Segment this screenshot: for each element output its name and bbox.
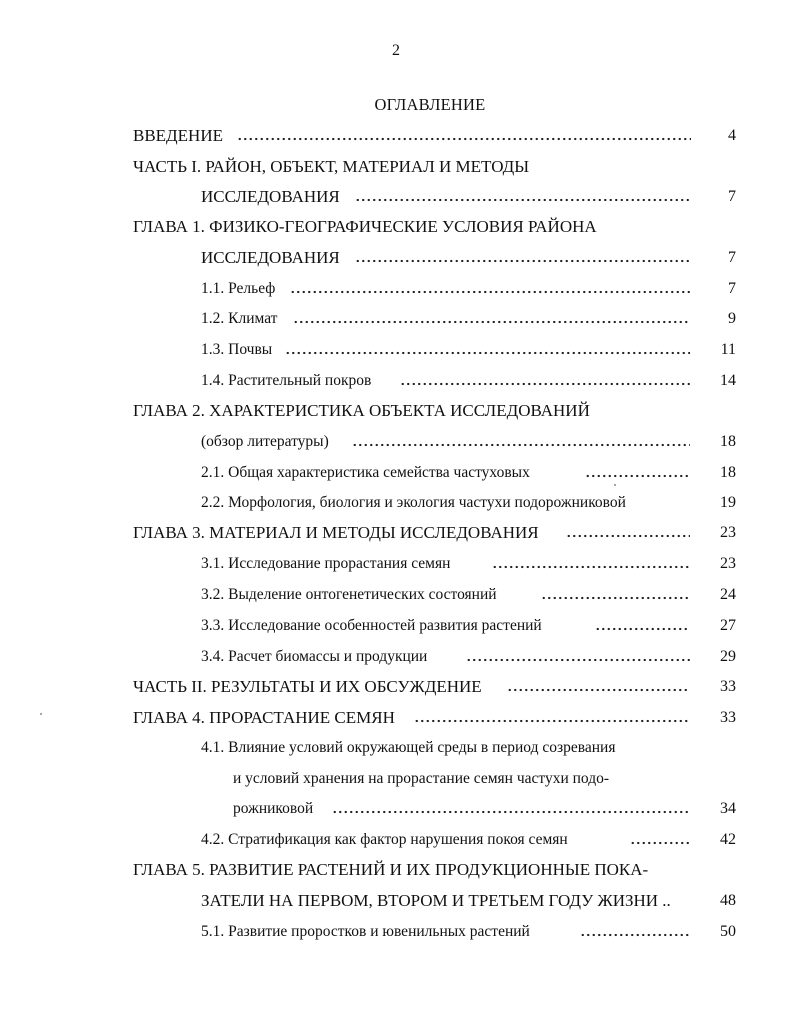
toc-entry-text: ИССЛЕДОВАНИЯ <box>201 187 340 206</box>
leader-dots <box>585 471 690 481</box>
toc-entry-text: 1.3. Почвы <box>201 341 273 358</box>
leader-dots <box>332 807 690 817</box>
toc-entry-text: ЧАСТЬ I. РАЙОН, ОБЪЕКТ, МАТЕРИАЛ И МЕТОДЫ <box>133 157 530 176</box>
toc-entry-text: 3.4. Расчет биомассы и продукции <box>201 648 428 665</box>
toc-entry <box>0 461 792 487</box>
scan-speck <box>40 713 42 715</box>
scan-speck <box>614 484 616 486</box>
toc-entry-text: 3.3. Исследование особенностей развития растений <box>201 617 542 634</box>
leader-dots <box>566 531 690 541</box>
toc-entry-text: 4.2. Стратификация как фактор нарушения покоя семян <box>201 831 568 848</box>
toc-entry-page: 18 <box>720 464 736 481</box>
toc-entry <box>0 583 792 609</box>
leader-dots <box>400 379 690 389</box>
toc-entry-text: 4.1. Влияние условий окружающей среды в период созревания <box>201 739 616 756</box>
toc-entry <box>0 675 792 701</box>
toc-entry-page: 23 <box>720 524 736 541</box>
leader-dots <box>290 287 690 297</box>
leader-dots <box>414 716 690 726</box>
toc-entry <box>0 246 792 272</box>
leader-dots <box>355 256 690 266</box>
toc-entry <box>0 552 792 578</box>
toc-entry-text: и условий хранения на прорастание семян частухи подо- <box>233 770 610 787</box>
toc-entry <box>0 430 792 456</box>
toc-entry <box>0 338 792 364</box>
toc-entry <box>0 185 792 211</box>
toc-entry-text: 1.1. Рельеф <box>201 280 276 297</box>
toc-entry-page: 19 <box>720 494 736 511</box>
toc-entry <box>0 736 792 762</box>
toc-entry-text: 1.4. Растительный покров <box>201 372 372 389</box>
page-number: 2 <box>392 42 400 59</box>
toc-entry-page: 27 <box>720 617 736 634</box>
leader-dots <box>580 930 690 940</box>
toc-entry <box>0 614 792 640</box>
toc-entry-text: ГЛАВА 2. ХАРАКТЕРИСТИКА ОБЪЕКТА ИССЛЕДОВАНИЙ <box>133 401 590 420</box>
toc-entry-page: 7 <box>728 188 736 205</box>
toc-entry-page: 4 <box>728 127 736 144</box>
toc-entry-text: (обзор литературы) <box>201 433 329 450</box>
leader-dots <box>595 624 690 634</box>
toc-entry-text: 3.2. Выделение онтогенетических состояний <box>201 586 497 603</box>
toc-entry-text: 2.2. Морфология, биология и экология частухи подорожниковой <box>201 494 626 511</box>
toc-entry <box>0 645 792 671</box>
toc-entry-page: 33 <box>720 678 736 695</box>
toc-entry-text: рожниковой <box>233 800 314 817</box>
toc-entry-page: 48 <box>720 892 736 909</box>
toc-entry-page: 42 <box>720 831 736 848</box>
toc-entry <box>0 828 792 854</box>
toc-entry-page: 23 <box>720 555 736 572</box>
toc-entry-page: 50 <box>720 923 736 940</box>
toc-entry-text: ГЛАВА 5. РАЗВИТИЕ РАСТЕНИЙ И ИХ ПРОДУКЦИОННЫЕ ПОКА- <box>133 860 649 879</box>
leader-dots <box>293 317 690 327</box>
toc-entry-text: ИССЛЕДОВАНИЯ <box>201 248 340 267</box>
toc-entry <box>0 706 792 732</box>
toc-entry-page: 24 <box>720 586 736 603</box>
toc-entry-text: ГЛАВА 4. ПРОРАСТАНИЕ СЕМЯН <box>133 708 395 727</box>
toc-entry <box>0 307 792 333</box>
toc-entry-text: 2.1. Общая характеристика семейства частуховых <box>201 464 530 481</box>
leader-dots <box>492 562 690 572</box>
toc-entry-page: 14 <box>720 372 736 389</box>
toc-entry <box>0 797 792 823</box>
toc-entry-page: 29 <box>720 648 736 665</box>
toc-entry-page: 9 <box>728 310 736 327</box>
toc-entry <box>0 399 792 425</box>
toc-entry-page: 34 <box>720 800 736 817</box>
leader-dots <box>541 593 690 603</box>
toc-entry-page: 7 <box>728 280 736 297</box>
toc-entry <box>0 491 792 517</box>
toc-entry <box>0 920 792 946</box>
leader-dots <box>285 348 690 358</box>
toc-entry <box>0 858 792 884</box>
toc-entry-text: 1.2. Климат <box>201 310 278 327</box>
toc-entry <box>0 155 792 181</box>
toc-entry-page: 11 <box>720 341 736 358</box>
toc-entry <box>0 215 792 241</box>
leader-dots <box>352 440 690 450</box>
toc-entry <box>0 521 792 547</box>
toc-entry <box>0 124 792 150</box>
leader-dots <box>466 655 690 665</box>
toc-entry-text: ВВЕДЕНИЕ <box>133 126 223 145</box>
toc-entry-text: 5.1. Развитие проростков и ювенильных растений <box>201 923 530 940</box>
toc-entry-page: 18 <box>720 433 736 450</box>
toc-entry <box>0 369 792 395</box>
toc-entry-text: ГЛАВА 1. ФИЗИКО-ГЕОГРАФИЧЕСКИЕ УСЛОВИЯ РАЙОНА <box>133 217 597 236</box>
toc-entry-text: ГЛАВА 3. МАТЕРИАЛ И МЕТОДЫ ИССЛЕДОВАНИЯ <box>133 523 539 542</box>
toc-title: ОГЛАВЛЕНИЕ <box>374 95 486 114</box>
leader-dots <box>237 134 691 144</box>
leader-dots <box>630 838 690 848</box>
leader-dots <box>507 685 690 695</box>
toc-entry-page: 33 <box>720 709 736 726</box>
toc-entry-text: ЧАСТЬ II. РЕЗУЛЬТАТЫ И ИХ ОБСУЖДЕНИЕ <box>133 677 482 696</box>
toc-entry-page: 7 <box>728 249 736 266</box>
toc-entry-text: ЗАТЕЛИ НА ПЕРВОМ, ВТОРОМ И ТРЕТЬЕМ ГОДУ ЖИЗНИ .. <box>201 891 671 910</box>
toc-entry <box>0 277 792 303</box>
toc-entry-text: 3.1. Исследование прорастания семян <box>201 555 451 572</box>
toc-entry <box>0 889 792 915</box>
leader-dots <box>355 195 690 205</box>
toc-entry <box>0 767 792 793</box>
